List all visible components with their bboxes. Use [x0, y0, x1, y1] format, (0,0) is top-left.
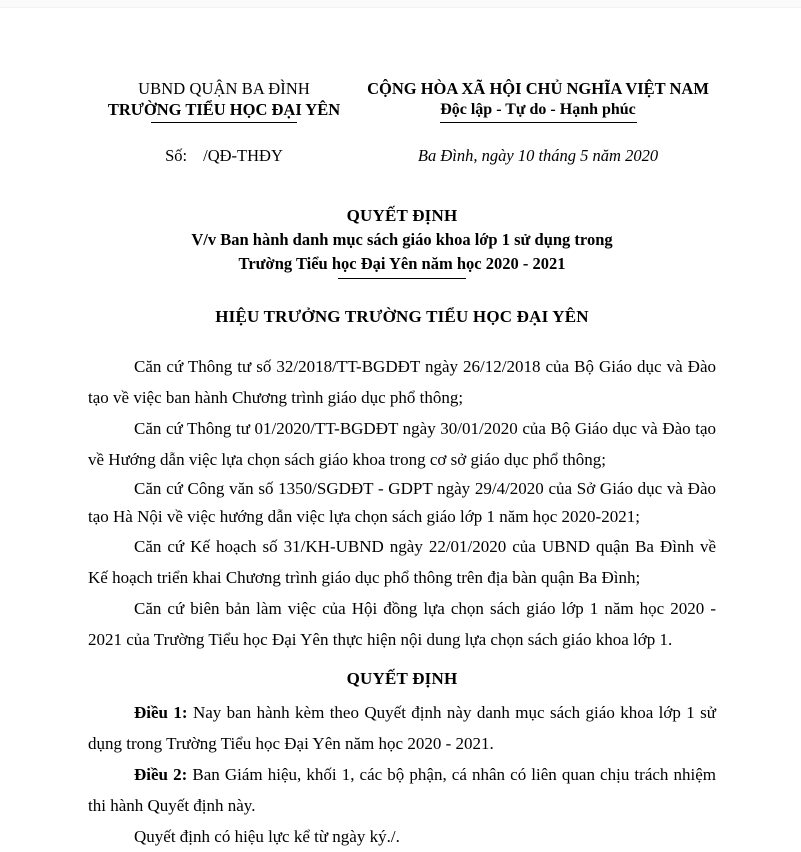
preamble-paragraph: Căn cứ Kế hoạch số 31/KH-UBND ngày 22/01/2020 của UBND quận Ba Đình về Kế hoạch triển khai Chương trình giáo dục phổ thông trên địa bàn quận Ba Đình;	[88, 537, 716, 587]
title-block	[88, 204, 716, 279]
preamble-paragraph: Căn cứ Thông tư số 32/2018/TT-BGDĐT ngày 26/12/2018 của Bộ Giáo dục và Đào tạo về việc ban hành Chương trình giáo dục phổ thông;	[88, 357, 716, 407]
decide-heading: QUYẾT ĐỊNH	[346, 669, 458, 688]
document-number-label: Số:	[165, 146, 188, 165]
document-subject-line-2: Trường Tiểu học Đại Yên năm học 2020 - 2021	[238, 254, 566, 273]
document-number-value: /QĐ-THĐY	[203, 146, 283, 165]
masthead-right	[360, 78, 716, 123]
issuing-officer-heading: HIỆU TRƯỞNG TRƯỜNG TIỂU HỌC ĐẠI YÊN	[215, 307, 589, 326]
issuing-authority-line: UBND QUẬN BA ĐÌNH	[138, 79, 310, 98]
document-number-and-date-row	[88, 145, 716, 166]
article-paragraph	[88, 759, 716, 821]
masthead-left	[88, 78, 360, 123]
article-label: Điều 1:	[134, 703, 188, 722]
article-label: Điều 2:	[134, 765, 188, 784]
document-title: QUYẾT ĐỊNH	[346, 206, 458, 225]
national-motto-underline	[440, 122, 637, 123]
article-paragraph	[88, 697, 716, 759]
preamble-paragraph: Căn cứ Thông tư 01/2020/TT-BGDĐT ngày 30/01/2020 của Bộ Giáo dục và Đào tạo về Hướng dẫn việc lựa chọn sách giáo khoa trong cơ sở giáo dục phổ thông;	[88, 419, 716, 469]
school-name-line: TRƯỜNG TIỂU HỌC ĐẠI YÊN	[107, 100, 341, 119]
article-text: Nay ban hành kèm theo Quyết định này danh mục sách giáo khoa lớp 1 sử dụng trong Trường Tiểu học Đại Yên năm học 2020 - 2021.	[88, 703, 716, 753]
national-motto-line: Độc lập - Tự do - Hạnh phúc	[440, 101, 636, 118]
preamble-paragraph: Căn cứ biên bản làm việc của Hội đồng lựa chọn sách giáo lớp 1 năm học 2020 - 2021 của Trường Tiểu học Đại Yên thực hiện nội dung lựa chọn sách giáo khoa lớp 1.	[88, 599, 716, 649]
document-subject-line-1: V/v Ban hành danh mục sách giáo khoa lớp 1 sử dụng trong	[191, 230, 613, 249]
school-name-underline	[151, 122, 297, 123]
place-and-date: Ba Đình, ngày 10 tháng 5 năm 2020	[417, 146, 659, 165]
national-title-line: CỘNG HÒA XÃ HỘI CHỦ NGHĨA VIỆT NAM	[367, 79, 709, 98]
preamble-block	[88, 351, 716, 655]
document-subject-underline	[338, 278, 466, 279]
closing-paragraph: Quyết định có hiệu lực kể từ ngày ký./.	[134, 827, 400, 846]
document-content	[88, 0, 716, 852]
article-text: Ban Giám hiệu, khối 1, các bộ phận, cá nhân có liên quan chịu trách nhiệm thi hành Quyết định này.	[88, 765, 717, 815]
masthead	[88, 0, 716, 123]
articles-block	[88, 697, 716, 852]
preamble-paragraph: Căn cứ Công văn số 1350/SGDĐT - GDPT ngày 29/4/2020 của Sở Giáo dục và Đào tạo Hà Nội về việc hướng dẫn việc lựa chọn sách giáo lớp 1 năm học 2020-2021;	[88, 479, 716, 526]
document-number	[88, 145, 360, 166]
